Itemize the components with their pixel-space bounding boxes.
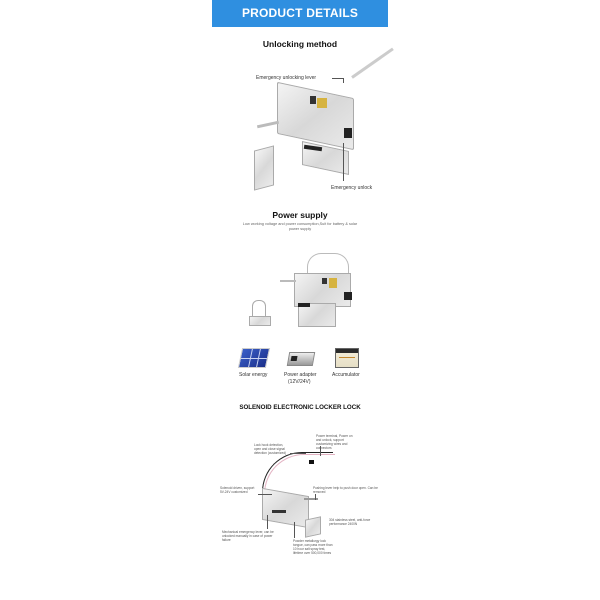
solar-panel-icon — [238, 348, 270, 368]
callout-line — [332, 78, 343, 79]
strike-bracket-graphic — [305, 516, 321, 537]
emergency-unlock-lever-graphic — [344, 128, 352, 138]
pushing-rod-graphic — [280, 280, 296, 282]
power-adapter-sublabel: (12V/24V) — [288, 379, 311, 385]
power-supply-title: Power supply — [272, 210, 328, 220]
lock-body-graphic — [277, 82, 354, 150]
emergency-unlock-label: Emergency unlock — [331, 185, 373, 191]
accumulator-label: Accumulator — [332, 372, 360, 378]
lock-component-graphic — [310, 96, 316, 104]
callout-line — [315, 494, 316, 500]
power-supply-image — [232, 245, 372, 330]
callout-line — [294, 522, 295, 538]
power-terminal-callout: Power terminal, Power on and unlock, support customizing wires and connectors — [316, 434, 353, 450]
emergency-unlocking-lever-label: Emergency unlocking lever — [256, 75, 317, 81]
callout-line — [320, 446, 321, 456]
callout-line — [258, 494, 272, 495]
unlocking-method-image — [232, 68, 388, 198]
power-supply-description: Low working voltage and power consumption,Suit for battery & solar power supply — [242, 222, 358, 231]
mechanical-lever-callout: Mechanical emergency lever, can be unlocked manually in case of power failure — [222, 530, 274, 542]
cable-graphic — [351, 48, 394, 79]
pushing-rod-graphic — [304, 498, 318, 500]
latch-slot-graphic — [298, 303, 310, 307]
unlocking-method-title: Unlocking method — [262, 39, 338, 49]
lock-component-graphic — [322, 278, 327, 284]
callout-line — [290, 453, 306, 454]
stainless-steel-callout: 304 stainless steel, anti-force performance 2400N — [329, 518, 371, 526]
callout-line — [343, 78, 344, 83]
solenoid-lock-title: SOLENOID ELECTRONIC LOCKER LOCK — [239, 404, 361, 411]
connector-graphic — [344, 292, 352, 300]
product-details-page — [212, 0, 388, 600]
connector-graphic — [309, 460, 314, 464]
hook-detection-callout: Lock hook detection, open and close signal detection (customized) — [254, 443, 287, 455]
solenoid-coil-graphic — [329, 278, 337, 288]
product-details-banner: PRODUCT DETAILS — [212, 0, 388, 27]
power-adapter-icon — [287, 352, 315, 366]
power-adapter-label: Power adapter — [284, 372, 317, 378]
callout-line — [267, 515, 268, 529]
solenoid-coil-graphic — [317, 98, 327, 108]
pushing-rod-graphic — [257, 121, 279, 129]
solar-energy-label: Solar energy — [239, 372, 268, 378]
strike-plate-graphic — [249, 316, 271, 326]
pushing-lever-callout: Pushing lever help to push door open. Can be removed — [313, 486, 378, 494]
bracket-graphic — [254, 145, 274, 190]
emergency-lever-graphic — [272, 510, 286, 513]
power-source-solar — [238, 348, 268, 368]
callout-line — [343, 143, 344, 181]
accumulator-icon — [335, 348, 359, 368]
solenoid-driven-callout: Solenoid driven, support 5V-24V customized — [220, 486, 255, 494]
powder-metallurgy-callout: Powder metallurgy lock tongue, can pass more than 10 hour salt spray test, lifetime over 500,000 times — [293, 539, 333, 555]
